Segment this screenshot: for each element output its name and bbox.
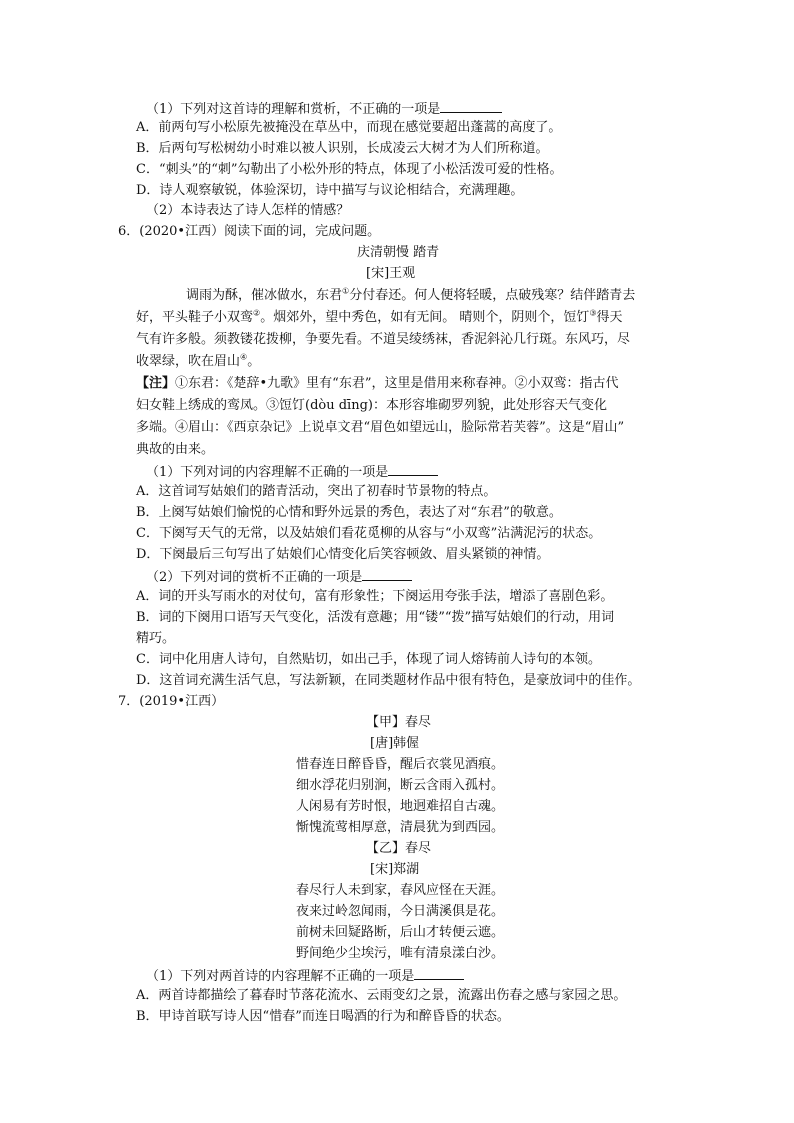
note-mark: ③ [589, 308, 597, 318]
annotation-line-3: 多端。④眉山：《西京杂记》上说卓文君“眉色如望远山，脸际常若芙蓉”。这是“眉山” [136, 420, 625, 435]
ci-line-3: 气有许多般。须教镂花拨柳，争要先看。不道吴绫绣袜，香泥斜沁几行斑。东风巧，尽 [136, 332, 631, 347]
ci-line-4: 收翠绿，吹在眉山④。 [136, 352, 261, 369]
q6-sub2-option-b-cont: 精巧。 [136, 631, 176, 646]
note-mark: ① [342, 286, 350, 296]
poem-2-line: 前树未回疑路断，后山才转便云遮。 [296, 925, 505, 940]
q6-sub2-option-a: A．词的开头写雨水的对仗句，富有形象性；下阕运用夸张手法，增添了喜剧色彩。 [136, 589, 614, 604]
poem-1-line: 细水浮花归别涧，断云含雨入孤村。 [296, 778, 505, 793]
q6-sub1-option-a: A．这首词写姑娘们的踏青活动，突出了初春时节景物的特点。 [136, 484, 497, 499]
q6-header: 6．(2020•江西）阅读下面的词，完成问题。 [118, 224, 381, 239]
q6-sub1-option-b: B．上阕写姑娘们愉悦的心情和野外远景的秀色，表达了对“东君”的敬意。 [136, 505, 562, 520]
q6-sub2-option-b: B．词的下阕用口语写天气变化，活泼有意趣；用“镂”“拨”描写姑娘们的行动，用词 [136, 610, 615, 625]
q6-sub2-option-c: C．词中化用唐人诗句，自然贴切，如出己手，体现了词人熔铸前人诗句的本领。 [136, 652, 601, 667]
poem-1-title: 【甲】春尽 [366, 715, 432, 730]
answer-blank [414, 965, 464, 980]
answer-blank [362, 566, 412, 581]
poem-1-author: [唐]韩偓 [370, 736, 420, 751]
q7-header: 7．(2019•江西） [118, 694, 225, 709]
annotation-line-1: 【注】①东君：《楚辞•九歌》里有“东君”，这里是借用来称春神。②小双鸾：指古代 [136, 376, 619, 391]
poem-2-line: 夜来过岭忽闻雨，今日满溪俱是花。 [296, 904, 505, 919]
q6-sub1-option-d: D．下阕最后三句写出了姑娘们心情变化后笑容顿敛、眉头紧锁的神情。 [136, 547, 550, 562]
poem-1-line: 惜春连日醉昏昏，醒后衣裳见酒痕。 [296, 757, 505, 772]
poem-title: 庆清朝慢 踏青 [357, 245, 440, 260]
note-mark: ② [253, 308, 261, 318]
poem-2-author: [宋]郑湖 [370, 862, 420, 877]
ci-line-1: 调雨为酥，催冰做水，东君①分付春还。何人便将轻暖，点破残寒？结伴踏青去 [186, 286, 636, 303]
q6-sub2-option-d: D．这首词充满生活气息，写法新颖，在同类题材作品中很有特色，是豪放词中的佳作。 [136, 673, 641, 688]
q5-option-b: B．后两句写松树幼小时难以被人识别，长成凌云大树才为人们所称道。 [136, 141, 549, 156]
q7-sub1: （1）下列对两首诗的内容理解不正确的一项是 [146, 965, 464, 987]
q5-sub1: （1）下列对这首诗的理解和赏析，不正确的一项是 [146, 98, 502, 120]
poem-author: [宋]王观 [366, 266, 416, 281]
poem-2-title: 【乙】春尽 [366, 841, 432, 856]
q7-option-a: A．两首诗都描绘了暮春时节落花流水、云雨变幻之景，流露出伤春之感与家园之思。 [136, 988, 627, 1003]
poem-2-line: 野间绝少尘埃污，唯有清泉漾白沙。 [296, 946, 505, 961]
q6-sub1-option-c: C．下阕写天气的无常，以及姑娘们看花觅柳的从容与“小双鸾”沾满泥污的状态。 [136, 526, 602, 541]
ci-line-2: 好，平头鞋子小双鸾②。烟郊外，望中秀色，如有无间。 晴则个，阴则个，饾饤③得天 [136, 308, 623, 325]
q5-option-c: C．“刺头”的“刺”勾勒出了小松外形的特点，体现了小松活泼可爱的性格。 [136, 162, 563, 177]
answer-blank [440, 98, 502, 113]
note-mark: ④ [240, 352, 248, 362]
q6-sub2: （2）下列对词的赏析不正确的一项是 [146, 566, 412, 588]
q6-sub1: （1）下列对词的内容理解不正确的一项是 [146, 461, 438, 483]
annotation-line-2: 妇女鞋上绣成的鸾凤。③饾饤(dòu dīng)：本形容堆砌罗列貌，此处形容天气变化 [136, 398, 607, 413]
poem-1-line: 人闲易有芳时恨，地迥难招自古魂。 [296, 799, 505, 814]
q7-option-b: B．甲诗首联写诗人因“惜春”而连日喝酒的行为和醉昏昏的状态。 [136, 1009, 510, 1024]
q5-option-d: D．诗人观察敏锐，体验深切，诗中描写与议论相结合，充满理趣。 [136, 183, 524, 198]
q5-sub2: （2）本诗表达了诗人怎样的情感？ [146, 203, 350, 218]
annotation-line-4: 典故的由来。 [136, 442, 215, 457]
q5-option-a: A．前两句写小松原先被掩没在草丛中，而现在感觉要超出蓬蒿的高度了。 [136, 120, 562, 135]
poem-1-line: 惭愧流莺相厚意，清晨犹为到西园。 [296, 820, 505, 835]
poem-2-line: 春尽行人未到家，春风应怪在天涯。 [296, 883, 505, 898]
answer-blank [388, 461, 438, 476]
